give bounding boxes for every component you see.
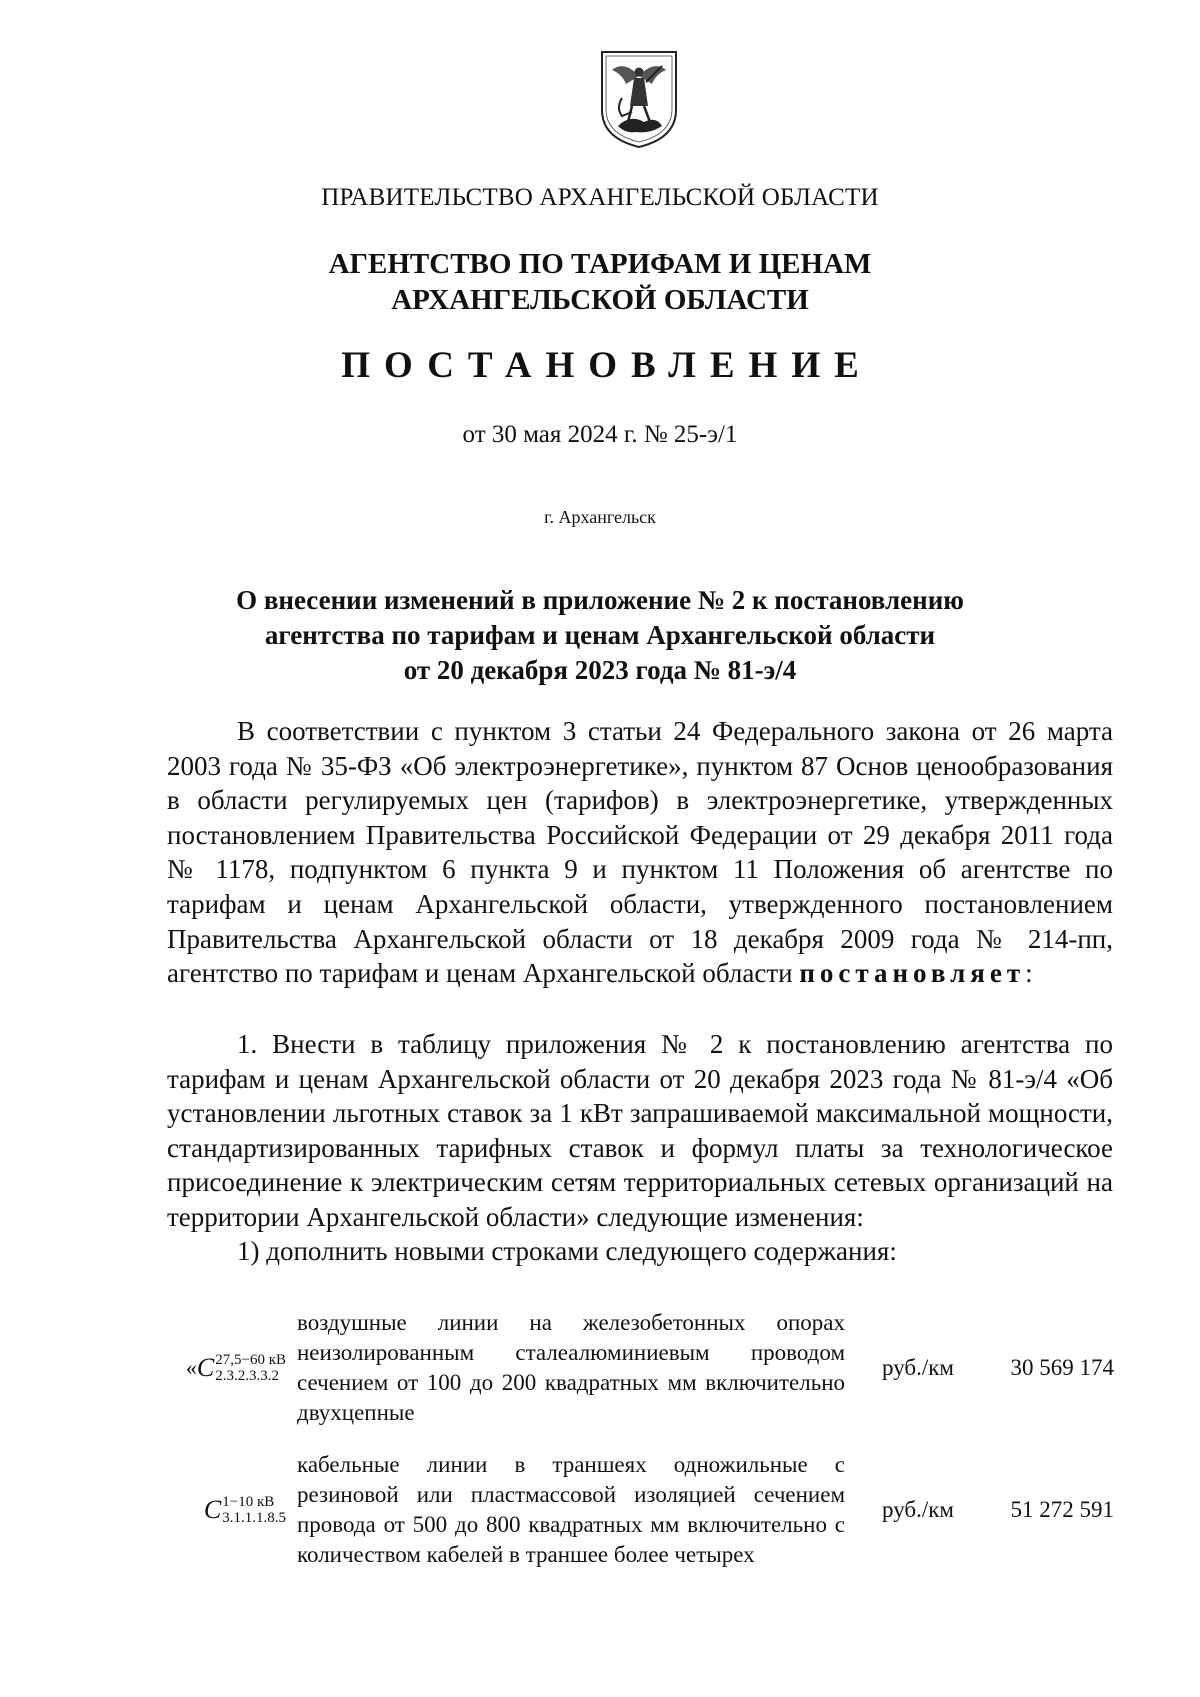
preamble-text: В соответствии с пунктом 3 статьи 24 Федерального закона от 26 марта 2003 года № 35-ФЗ «Об электроэнергетике», пунктом 87 Основ ценообразования в области регулируемых цен (тарифов) в электроэнергетике, утвержденных постановлением Правительства Российской Федерации от 29 декабря 2011 года № 1178, подпунктом 6 пункта 9 и пунктом 11 Положения об агентстве по тарифам и ценам Архангельской области, утвержденного постановлением Правительства Архангельской области от 18 декабря 2009 года № 214-пп, агентство по тарифам и ценам Архангельской области: [167, 716, 1113, 989]
rate-row: [164, 1440, 1114, 1580]
subclause-1-paragraph: 1) дополнить новыми строками следующего содержания:: [237, 1236, 897, 1266]
rate-code: [164, 1440, 286, 1580]
rate-unit: руб./км: [882, 1497, 954, 1522]
subject-line-3: от 20 декабря 2023 года № 81-э/4: [403, 655, 797, 685]
rate-row: [164, 1298, 1114, 1438]
rate-description-text: кабельные линии в траншеях одножильные с резиновой или пластмассовой изоляцией сечением провода от 500 до 800 квадратных мм включительно с количеством кабелей в траншее более четырех: [297, 1452, 845, 1567]
document-date-number: от 30 мая 2024 г. № 25-э/1: [462, 421, 738, 448]
clause-1-paragraph: 1. Внести в таблицу приложения № 2 к постановлению агентства по тарифам и ценам Архангельской области от 20 декабря 2023 года № 81-э/4 «Об установлении льготных ставок за 1 кВт запрашиваемой максимальной мощности, стандартизированных тарифных ставок и формул платы за технологическое присоединение к электрическим сетям территориальных сетевых организаций на территории Архангельской области» следующие изменения:: [167, 1029, 1113, 1232]
rate-symbol: C: [196, 1353, 215, 1382]
resolves-keyword: постановляет: [799, 958, 1026, 989]
rate-description: [297, 1298, 845, 1438]
government-name: ПРАВИТЕЛЬСТВО АРХАНГЕЛЬСКОЙ ОБЛАСТИ: [321, 184, 879, 211]
rate-symbol: C: [203, 1495, 222, 1524]
rate-subscript: 2.3.2.3.3.2: [215, 1368, 279, 1384]
preamble-paragraph: [167, 714, 1113, 991]
rate-value: 51 272 591: [1010, 1497, 1114, 1522]
rates-table: [164, 1298, 1114, 1580]
opening-quote: «: [185, 1355, 197, 1380]
agency-name-line-1: АГЕНТСТВО ПО ТАРИФАМ И ЦЕНАМ: [328, 248, 872, 280]
rate-value: 30 569 174: [1010, 1355, 1114, 1380]
rate-superscript: 1−10 кВ: [222, 1494, 275, 1510]
rate-scripts: [215, 1352, 286, 1384]
subject-line-2: агентства по тарифам и ценам Архангельской области: [264, 620, 936, 650]
document-subject: [0, 583, 1200, 688]
agency-name-line-2: АРХАНГЕЛЬСКОЙ ОБЛАСТИ: [391, 284, 809, 316]
rate-scripts: [222, 1494, 286, 1526]
coat-of-arms-emblem: [596, 48, 682, 150]
rate-description-text: воздушные линии на железобетонных опорах неизолированным сталеалюминиевым проводом сечением от 100 до 200 квадратных мм включительно двухцепные: [297, 1310, 845, 1425]
rate-unit: руб./км: [882, 1355, 954, 1380]
rate-description: [297, 1440, 845, 1580]
rate-superscript: 27,5−60 кВ: [215, 1352, 286, 1368]
rate-subscript: 3.1.1.1.8.5: [222, 1510, 286, 1526]
rate-code: [164, 1298, 286, 1438]
document-city: г. Архангельск: [544, 507, 656, 527]
agency-name: [0, 246, 1200, 318]
document-type-title: ПОСТАНОВЛЕНИЕ: [341, 345, 873, 386]
subject-line-1: О внесении изменений в приложение № 2 к постановлению: [236, 585, 964, 615]
preamble-colon: :: [1025, 958, 1033, 989]
